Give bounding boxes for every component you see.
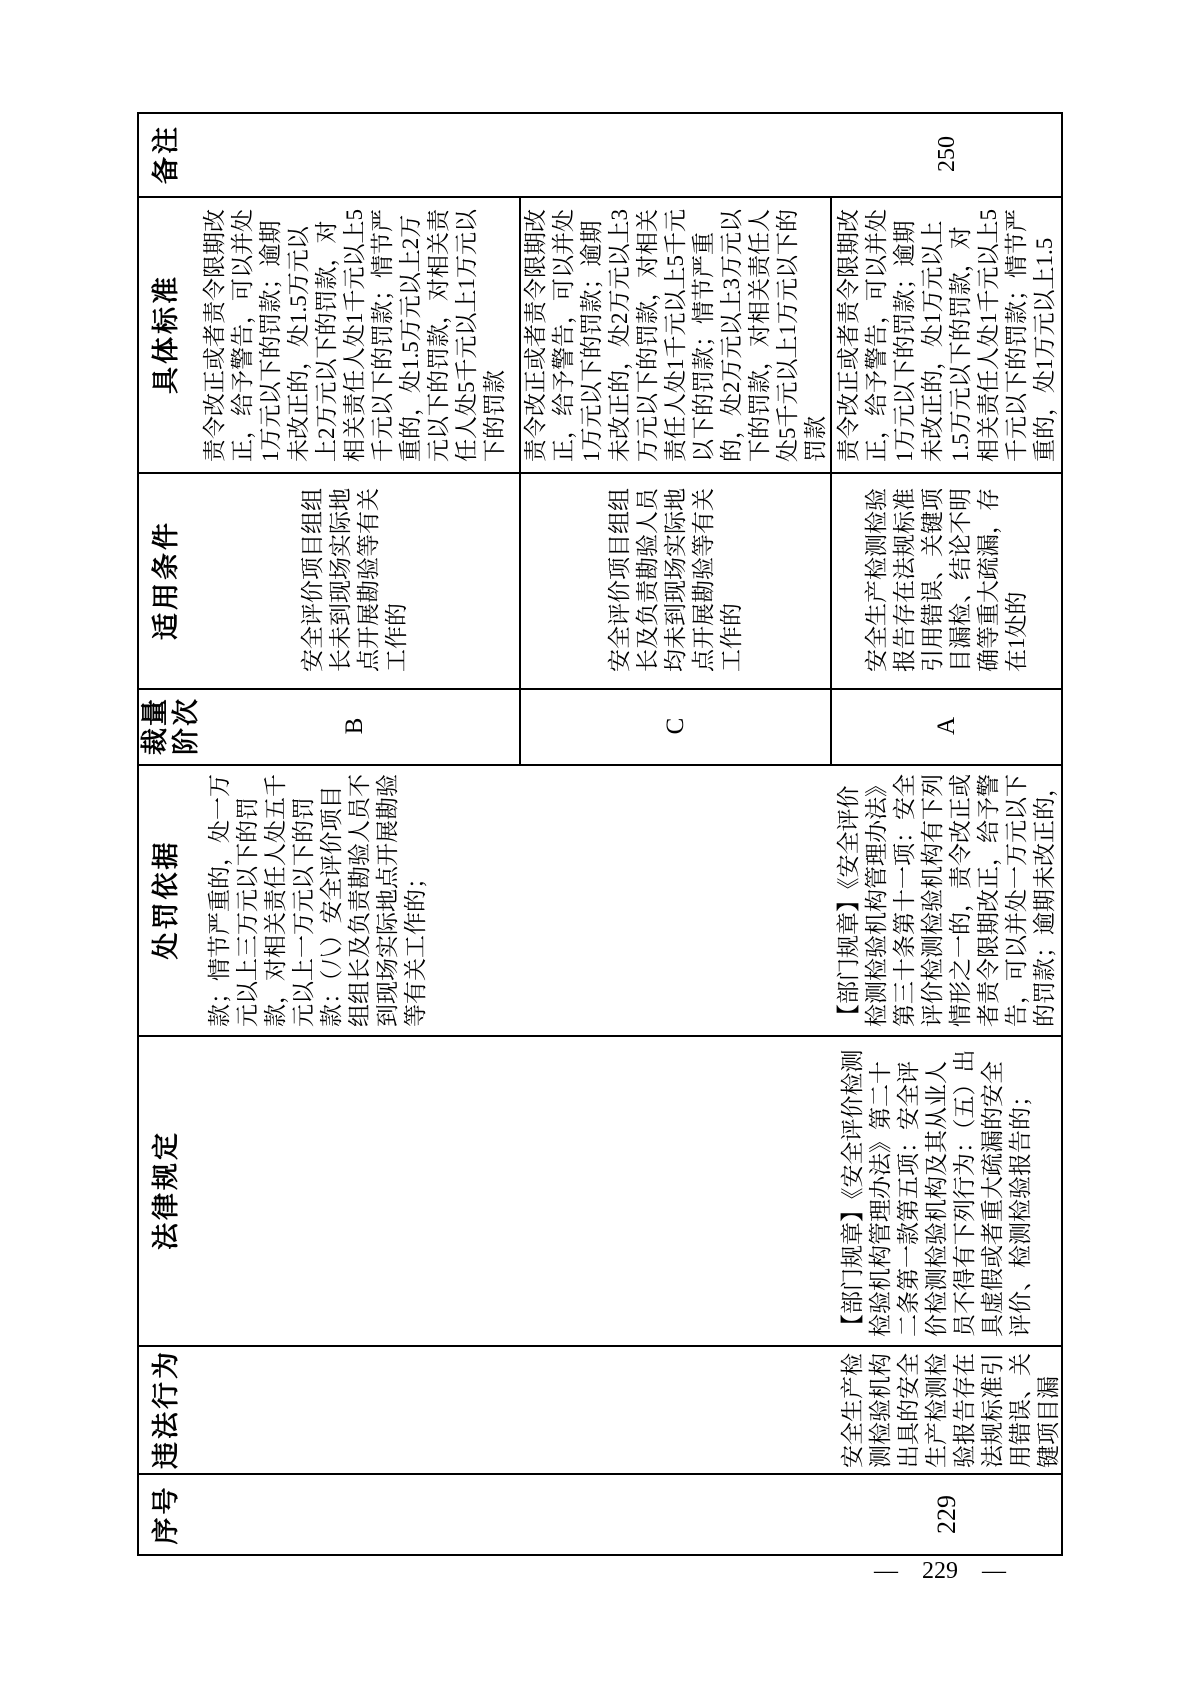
header-penalty-basis: 处罚依据 — [151, 839, 181, 960]
header-legal-provision: 法律规定 — [151, 1130, 181, 1250]
cell-row3-discretion-level: A — [933, 716, 960, 736]
cell-row3-specific-standard: 责令改正或者责令限期改正，给予警告，可以并处1万元以下的罚款；逾期未改正的，处1万元以上1.5万元以下的罚款，对相关责任人处1千元以上5千元以下的罚款；情节严重的，处1万元以上1.5 — [836, 209, 1057, 462]
cell-row2-applicable-condition: 安全评价项目组组长及负责勘验人员均未到现场实际地点开展勘验等有关工作的 — [606, 488, 744, 672]
cell-row3-serial-number: 229 — [932, 1495, 961, 1534]
cell-row3-illegal-behavior: 安全生产检测检验机构出具的安全生产检测检验报告存在法规标准引用错误、关键项目漏 — [840, 1353, 1061, 1468]
header-specific-standard: 具体标准 — [151, 274, 181, 394]
cell-row1-discretion-level: B — [341, 717, 368, 735]
cell-row2-discretion-level: C — [661, 717, 689, 735]
rotated-penalty-table — [137, 112, 1063, 1556]
header-applicable-condition: 适用条件 — [151, 520, 181, 640]
page-number: — 229 — — [874, 1558, 1006, 1584]
header-serial-number: 序号 — [151, 1484, 181, 1545]
cell-row3-remarks: 250 — [934, 136, 960, 172]
cell-row3-legal-provision: 【部门规章】《安全评价检测检验机构管理办法》第二十二条第一款第五项：安全评价检测检验机构及其从业人员不得有下列行为：（五）出具虚假或者重大疏漏的安全评价、检测检验报告的； — [840, 1049, 1033, 1337]
cell-row1-penalty-basis: 款；情节严重的，处一万元以上三万元以下的罚款，对相关责任人处五千元以上一万元以下的罚款：（八）安全评价项目组组长及负责勘验人员不到现场实际地点开展勘验等有关工作的； — [207, 774, 428, 1027]
cell-row3-penalty-basis: 【部门规章】《安全评价检测检验机构管理办法》第三十条第十一项：安全评价检测检验机构有下列情形之一的，责令改正或者责令限期改正，给予警告，可以并处一万元以下的罚款；逾期未改正的， — [836, 774, 1057, 1027]
cell-row3-applicable-condition: 安全生产检测检验报告存在法规标准引用错误、关键项目漏检、结论不明确等重大疏漏，存在1处的 — [864, 488, 1029, 672]
header-remarks: 备注 — [151, 124, 181, 184]
cell-row1-specific-standard: 责令改正或者责令限期改正，给予警告，可以并处1万元以下的罚款；逾期未改正的，处1.5万元以上2万元以下的罚款，对相关责任人处1千元以上5千元以下的罚款；情节严重的，处1.5万元以上2万元以下的罚款，对相关责任人处5千元以上1万元以下的罚款 — [202, 209, 507, 462]
cell-row1-applicable-condition: 安全评价项目组组长未到现场实际地点开展勘验等有关工作的 — [300, 488, 409, 672]
header-discretion-level: 裁量阶次 — [140, 697, 201, 755]
cell-row2-specific-standard: 责令改正或者责令限期改正，给予警告，可以并处1万元以下的罚款；逾期未改正的，处2万元以上3万元以下的罚款，对相关责任人处1千元以上5千元以下的罚款；情节严重的，处2万元以上3万元以下的罚款，对相关责任人处5千元以上1万元以下的罚款 — [522, 209, 828, 462]
header-illegal-behavior: 违法行为 — [151, 1349, 181, 1469]
